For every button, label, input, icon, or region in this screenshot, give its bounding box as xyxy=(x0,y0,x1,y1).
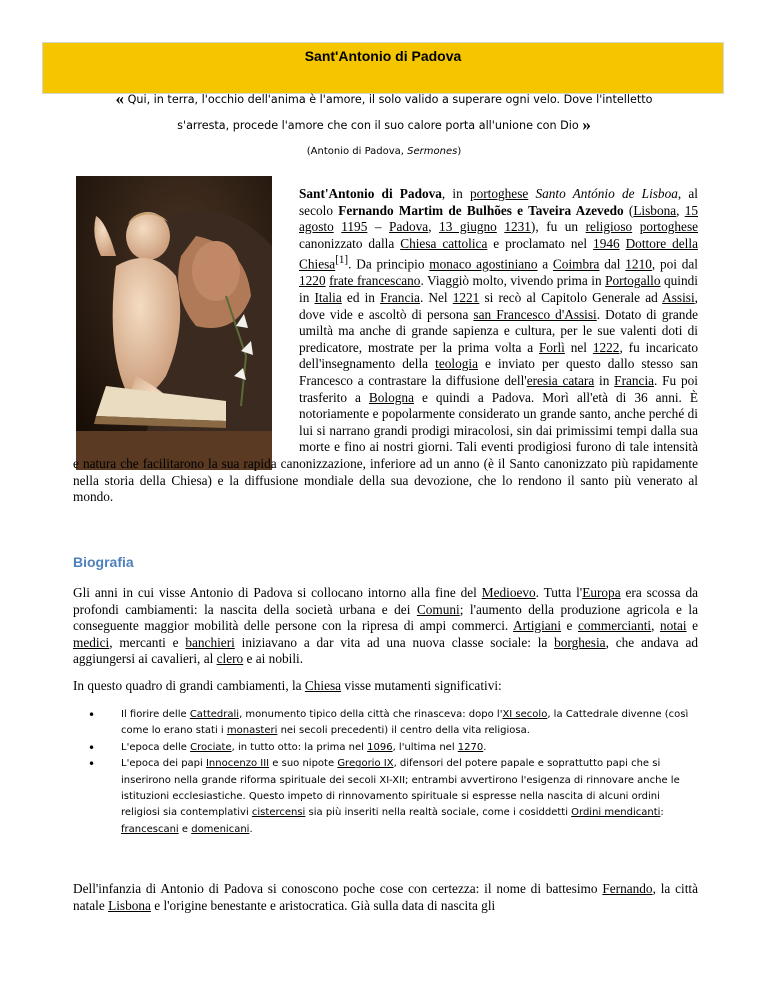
attribution-prefix: (Antonio di Padova, xyxy=(306,146,408,157)
text: ; l'aumento della produzione agricola e la conseguente maggior mobilità delle persone con la ripresa di ampi commerci. xyxy=(73,601,698,634)
link-domenicani[interactable]: domenicani xyxy=(191,823,250,835)
link-death-year[interactable]: 1231 xyxy=(504,219,531,235)
link-1220[interactable]: 1220 xyxy=(299,273,326,289)
link-italia[interactable]: Italia xyxy=(314,289,342,305)
text: si recò al Capitolo Generale ad xyxy=(479,289,663,305)
text: nei secoli precedenti) il centro della vita religiosa. xyxy=(277,725,530,737)
text: visse mutamenti significativi: xyxy=(341,678,502,693)
link-death-day[interactable]: 13 giugno xyxy=(439,219,497,235)
text: . Da principio xyxy=(348,256,430,272)
link-medici[interactable]: medici xyxy=(73,634,110,650)
text: dal xyxy=(599,256,626,272)
text: , poi dal xyxy=(651,256,698,272)
link-medioevo[interactable]: Medioevo xyxy=(481,585,536,600)
link-chiesa[interactable]: Chiesa xyxy=(304,678,342,693)
link-gregorio-ix[interactable]: Gregorio IX xyxy=(337,758,394,770)
text: : xyxy=(660,807,664,819)
text: , difensori del potere papale e soprattutto papi che si inserirono nella grande riforma spirituale dei secoli XI-XII; entrambi avvertirono l'esigenza di rinnovare anche le istituzioni ecclesiastiche. Questo impeto di rinnovamento spirituale si espresse nella nascita di alcuni ordini religiosi sia contemplativi xyxy=(121,758,680,819)
text: e xyxy=(178,823,192,835)
text: , al secolo xyxy=(299,186,698,218)
text: quindi in xyxy=(299,273,698,305)
text: Gli anni in cui visse Antonio di Padova si collocano intorno alla fine del xyxy=(73,585,482,600)
text: . xyxy=(249,823,253,835)
changes-list xyxy=(88,707,698,838)
bio-paragraph-1 xyxy=(73,585,698,668)
text: , la città natale xyxy=(73,881,698,913)
link-1096[interactable]: 1096 xyxy=(367,741,393,753)
link-ordini-mendicanti[interactable]: Ordini mendicanti xyxy=(571,807,661,819)
link-europa[interactable]: Europa xyxy=(582,585,621,600)
text: e inviato per questo dallo stesso san Francesco a contrastare la diffusione dell' xyxy=(299,356,698,388)
text: . Tutta l' xyxy=(535,585,583,600)
text: , l'ultima nel xyxy=(392,741,458,753)
text: , in tutto otto: la prima nel xyxy=(231,741,368,753)
link-eresia-catara[interactable]: eresia catara xyxy=(526,372,595,388)
link-banchieri[interactable]: banchieri xyxy=(185,634,235,650)
link-francescani[interactable]: francescani xyxy=(121,823,179,835)
link-1946[interactable]: 1946 xyxy=(593,235,620,251)
link-comuni[interactable]: Comuni xyxy=(416,601,460,617)
page-title: Sant'Antonio di Padova xyxy=(304,48,462,64)
text xyxy=(632,219,640,234)
link-crociate[interactable]: Crociate xyxy=(190,741,232,753)
link-san-francesco[interactable]: san Francesco d'Assisi xyxy=(473,306,597,322)
link-monasteri[interactable]: monasteri xyxy=(226,725,278,737)
link-1221[interactable]: 1221 xyxy=(452,289,480,305)
text: ( xyxy=(623,202,634,218)
birth-name: Fernando Martim de Bulhões e Taveira Azevedo xyxy=(338,202,624,218)
link-birth-day[interactable]: 15 agosto xyxy=(299,202,699,235)
link-cattedrali[interactable]: Cattedrali xyxy=(189,709,240,720)
text: . Nel xyxy=(419,289,453,305)
text: Il fiorire delle xyxy=(121,709,190,720)
link-notai[interactable]: notai xyxy=(659,618,687,634)
text: e quindi a Padova. Morì all'età di 36 anni. È notoriamente e popolarmente considerato un grande santo, anche perché di lui si narrano grandi prodigi miracolosi, sin dai primissimi tempi dalla sua morte e fino ai nostri giorni. Tali eventi prodigiosi furono di tale intensità e natura che facilitarono la sua rapida canonizzazione, inferiore ad un anno (è il Santo canonizzato più rapidamente nella storia della Chiesa) e la diffusione mondiale della sua devozione, che lo rendono il santo più venerato al mondo. xyxy=(73,389,698,505)
text: In questo quadro di grandi cambiamenti, la xyxy=(73,678,305,693)
link-borghesia[interactable]: borghesia xyxy=(554,634,606,650)
link-chiesa-cattolica[interactable]: Chiesa cattolica xyxy=(400,235,488,251)
text: canonizzato dalla xyxy=(299,235,401,251)
text: sia più inseriti nella realtà sociale, come i cosiddetti xyxy=(305,807,572,819)
text: , xyxy=(676,202,685,218)
text: L'epoca delle xyxy=(121,741,191,753)
link-xi-secolo[interactable]: XI secolo xyxy=(502,709,548,720)
text: e ai nobili. xyxy=(243,651,304,667)
link-religioso[interactable]: religioso xyxy=(585,219,633,235)
attribution-work: Sermones xyxy=(407,146,458,157)
quote-line-1 xyxy=(74,86,694,113)
text: . Fu poi trasferito a xyxy=(299,372,698,405)
link-1270[interactable]: 1270 xyxy=(457,741,484,753)
quote-attribution xyxy=(0,146,768,157)
text: ), fu un xyxy=(530,219,586,235)
text: . xyxy=(483,741,487,753)
link-frate-francescano[interactable]: frate francescano xyxy=(329,273,421,289)
saint-name: Sant'Antonio di Padova xyxy=(299,186,442,201)
text: – xyxy=(367,219,390,235)
text: , che andava ad aggiungersi ai cavalieri, al xyxy=(73,634,698,667)
text: , fu incaricato dell'insegnamento della xyxy=(299,339,698,372)
link-clero[interactable]: clero xyxy=(216,651,244,667)
intro-paragraph xyxy=(73,186,698,506)
text: e l'origine benestante e aristocratica. Già sulla data di nascita gli xyxy=(150,897,496,913)
native-name: Santo António de Lisboa xyxy=(535,186,678,201)
link-portogallo[interactable]: Portogallo xyxy=(605,273,661,289)
link-monaco-agostiniano[interactable]: monaco agostiniano xyxy=(429,256,538,272)
quote-text-1: Qui, in terra, l'occhio dell'anima è l'amore, il solo valido a superare ogni velo. Dove l'intelletto xyxy=(127,93,653,106)
link-lisbona-2[interactable]: Lisbona xyxy=(108,897,151,913)
link-portoghese[interactable]: portoghese xyxy=(469,186,529,201)
text: . Dotato di grande umiltà ma anche di grande sapienza e cultura, per le sue valenti doti di predicatore, mostrate per la prima volta a xyxy=(299,306,698,355)
text: e suo nipote xyxy=(269,758,338,770)
link-lisbona[interactable]: Lisbona xyxy=(633,202,677,218)
text: era scossa da profondi cambiamenti: la nascita della società urbana e dei xyxy=(73,585,698,617)
link-innocenzo-iii[interactable]: Innocenzo III xyxy=(205,758,270,770)
quote-open-mark: « xyxy=(115,89,124,108)
link-cistercensi[interactable]: cistercensi xyxy=(251,807,306,819)
link-1210[interactable]: 1210 xyxy=(625,256,652,272)
link-coimbra[interactable]: Coimbra xyxy=(552,256,600,272)
list-item xyxy=(88,707,698,740)
text: e xyxy=(561,618,578,634)
attribution-suffix: ) xyxy=(457,146,462,157)
link-assisi[interactable]: Assisi xyxy=(662,289,695,305)
text: L'epoca dei papi xyxy=(121,758,206,770)
text: a xyxy=(537,256,553,272)
text: , dove vide e ascoltò di persona xyxy=(299,289,698,322)
quote-line-2 xyxy=(74,112,694,139)
link-padova[interactable]: Padova xyxy=(389,219,429,235)
link-teologia[interactable]: teologia xyxy=(435,356,478,372)
link-francia-2[interactable]: Francia xyxy=(614,372,655,388)
link-portoghese-2[interactable]: portoghese xyxy=(639,219,699,235)
text: , mercanti e xyxy=(109,634,186,650)
link-dottore-della-chiesa[interactable]: Dottore della Chiesa xyxy=(299,235,698,272)
text: . Viaggiò molto, vivendo prima in xyxy=(420,273,606,289)
list-item xyxy=(88,740,698,756)
link-artigiani[interactable]: Artigiani xyxy=(513,618,562,634)
link-commercianti[interactable]: commercianti xyxy=(578,618,652,634)
section-heading-biografia: Biografia xyxy=(73,554,134,570)
link-francia[interactable]: Francia xyxy=(380,289,420,305)
quote-close-mark: » xyxy=(582,115,591,134)
text: , la Cattedrale divenne (così come lo erano stati i xyxy=(121,709,689,737)
text: e xyxy=(686,618,698,634)
text: e proclamato nel xyxy=(487,235,594,251)
link-bologna[interactable]: Bologna xyxy=(368,389,414,405)
bio-paragraph-3 xyxy=(73,881,698,914)
link-fernando[interactable]: Fernando xyxy=(602,881,653,896)
bio-paragraph-2 xyxy=(73,678,698,695)
quote-text-2: s'arresta, procede l'amore che con il suo calore porta all'unione con Dio xyxy=(177,119,579,132)
text: , xyxy=(651,618,660,634)
link-birth-year[interactable]: 1195 xyxy=(341,219,368,235)
footnote-ref[interactable]: [1] xyxy=(335,254,349,267)
text: , xyxy=(428,219,440,235)
text: nel xyxy=(564,339,593,355)
list-item xyxy=(88,756,698,838)
link-forli[interactable]: Forlì xyxy=(539,339,565,355)
image-float-spacer xyxy=(73,186,299,451)
text: Dell'infanzia di Antonio di Padova si conoscono poche cose con certezza: il nome di battesimo xyxy=(73,881,603,896)
text: in xyxy=(594,372,615,388)
link-1222[interactable]: 1222 xyxy=(592,339,620,355)
text: , monumento tipico della città che rinasceva: dopo l' xyxy=(239,709,503,720)
text: , in xyxy=(441,186,470,201)
text: ed in xyxy=(341,289,381,305)
text: iniziavano a dar vita ad una nuova classe sociale: la xyxy=(234,634,555,650)
